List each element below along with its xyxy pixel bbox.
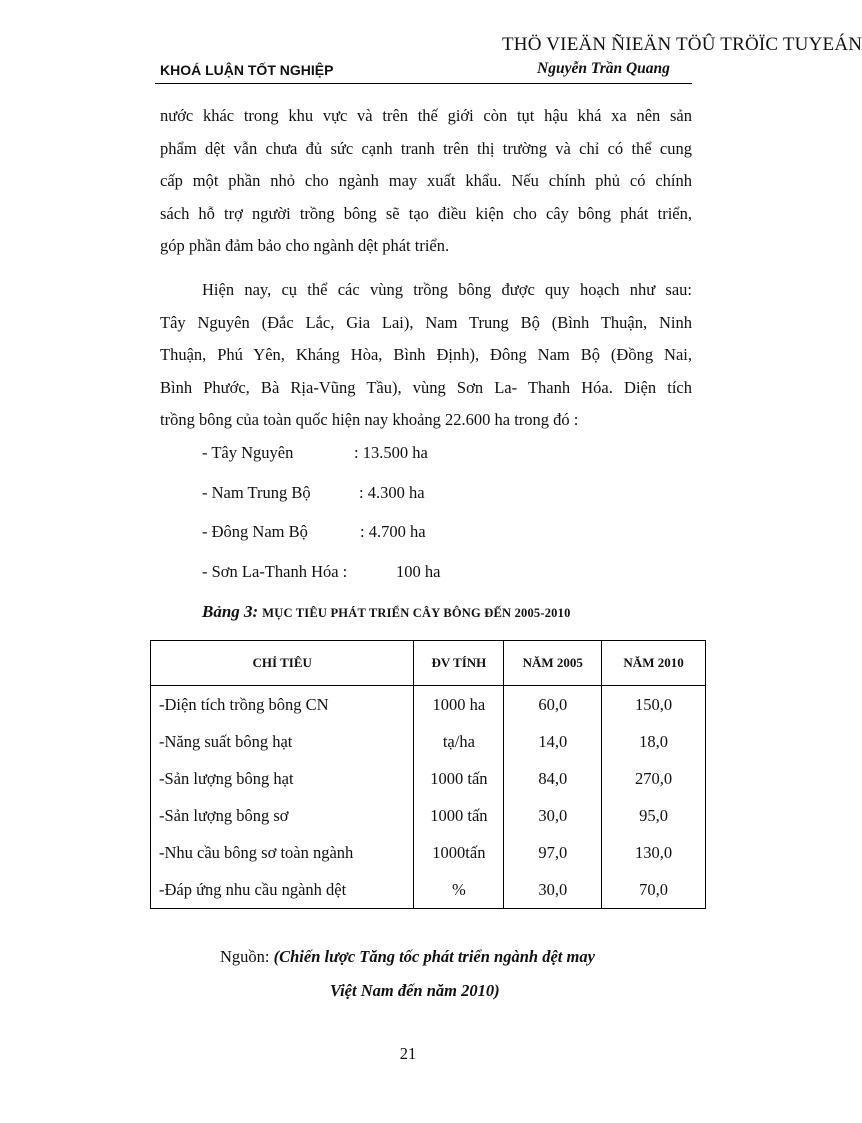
paragraph-2 (160, 274, 692, 437)
paragraph-line: Thuận, Phú Yên, Kháng Hòa, Bình Định), Đông Nam Bộ (Đồng Nai, (160, 345, 692, 364)
region-area: : 13.500 ha (354, 443, 428, 462)
column-header-unit: ĐV TÍNH (414, 641, 504, 686)
unit-cell: 1000 tấn (414, 760, 504, 797)
value-2010-cell: 270,0 (602, 760, 706, 797)
source-prefix: Nguồn: (220, 947, 270, 966)
source-line-2 (220, 974, 740, 1008)
paragraph-line: Tây Nguyên (Đắc Lắc, Gia Lai), Nam Trung Bộ (Bình Thuận, Ninh (160, 312, 692, 332)
table-source-note (220, 940, 740, 1008)
cotton-targets-table (150, 640, 706, 909)
value-2010-cell: 150,0 (602, 686, 706, 724)
unit-cell: 1000tấn (414, 834, 504, 871)
table-row (151, 760, 706, 797)
value-2005-cell: 97,0 (504, 834, 602, 871)
table-header-row (151, 641, 706, 686)
source-title-part-1: (Chiến lược Tăng tốc phát triển ngành dệt may (273, 947, 595, 966)
header-divider (155, 83, 692, 84)
region-name: - Sơn La-Thanh Hóa : (202, 561, 348, 581)
paragraph-line: nước khác trong khu vực và trên thế giới còn tụt hậu khá xa nên sản (160, 106, 692, 125)
value-2010-cell: 130,0 (602, 834, 706, 871)
column-header-2005: NĂM 2005 (504, 641, 602, 686)
indicator-cell: -Năng suất bông hạt (151, 723, 414, 760)
paragraph-line: Bình Phước, Bà Rịa-Vũng Tầu), vùng Sơn La- Thanh Hóa. Diện tích (160, 377, 692, 397)
indicator-cell: -Nhu cầu bông sơ toàn ngành (151, 834, 414, 871)
indicator-cell: -Sản lượng bông sơ (151, 797, 414, 834)
table-row (151, 871, 706, 909)
value-2010-cell: 95,0 (602, 797, 706, 834)
page-number: 21 (399, 1044, 417, 1063)
table-row (151, 723, 706, 760)
region-area: : 4.700 ha (360, 522, 426, 541)
value-2005-cell: 84,0 (504, 760, 602, 797)
unit-cell: 1000 ha (414, 686, 504, 724)
header-thesis-title: KHOÁ LUẬN TỐT NGHIỆP (160, 62, 334, 78)
table-row (151, 797, 706, 834)
paragraph-line: trồng bông của toàn quốc hiện nay khoảng 22.600 ha trong đó : (160, 410, 579, 429)
paragraph-1 (160, 100, 692, 263)
region-name: - Nam Trung Bộ (202, 482, 311, 502)
value-2005-cell: 30,0 (504, 797, 602, 834)
source-line-1 (220, 940, 740, 974)
paragraph-line: sách hỗ trợ người trồng bông sẽ tạo điều kiện cho cây bông phát triển, (160, 203, 692, 223)
table-caption (202, 602, 571, 622)
source-title-part-2: Việt Nam đến năm 2010) (330, 981, 500, 1000)
region-area: : 4.300 ha (359, 482, 425, 502)
watermark-text: THÖ VIEÄN ÑIEÄN TÖÛ TRÖÏC TUYEÁN (502, 34, 862, 55)
paragraph-line: góp phần đảm bảo cho ngành dệt phát triển. (160, 236, 450, 255)
column-header-2010: NĂM 2010 (602, 641, 706, 686)
paragraph-line: cấp một phần nhỏ cho ngành may xuất khẩu. Nếu chính phủ có chính (160, 171, 692, 190)
unit-cell: tạ/ha (414, 723, 504, 760)
value-2010-cell: 18,0 (602, 723, 706, 760)
region-area: 100 ha (396, 561, 441, 581)
paragraph-line: Hiện nay, cụ thể các vùng trồng bông được quy hoạch như sau: (202, 280, 692, 299)
value-2010-cell: 70,0 (602, 871, 706, 909)
value-2005-cell: 14,0 (504, 723, 602, 760)
column-header-indicator: CHỈ TIÊU (151, 641, 414, 686)
value-2005-cell: 30,0 (504, 871, 602, 909)
table-row (151, 686, 706, 724)
value-2005-cell: 60,0 (504, 686, 602, 724)
table-row (151, 834, 706, 871)
region-name: - Tây Nguyên (202, 443, 294, 462)
indicator-cell: -Diện tích trồng bông CN (151, 686, 414, 724)
unit-cell: 1000 tấn (414, 797, 504, 834)
table-caption-label: Bảng 3: (202, 602, 259, 621)
region-name: - Đông Nam Bộ (202, 522, 308, 541)
indicator-cell: -Đáp ứng nhu cầu ngành dệt (151, 871, 414, 909)
table-caption-title: MỤC TIÊU PHÁT TRIỂN CÂY BÔNG ĐẾN 2005-2010 (262, 606, 571, 620)
paragraph-line: phẩm dệt vẫn chưa đủ sức cạnh tranh trên thị trường và chỉ có thể cung (160, 138, 692, 158)
header-author: Nguyễn Trần Quang (537, 60, 670, 77)
unit-cell: % (414, 871, 504, 909)
indicator-cell: -Sản lượng bông hạt (151, 760, 414, 797)
